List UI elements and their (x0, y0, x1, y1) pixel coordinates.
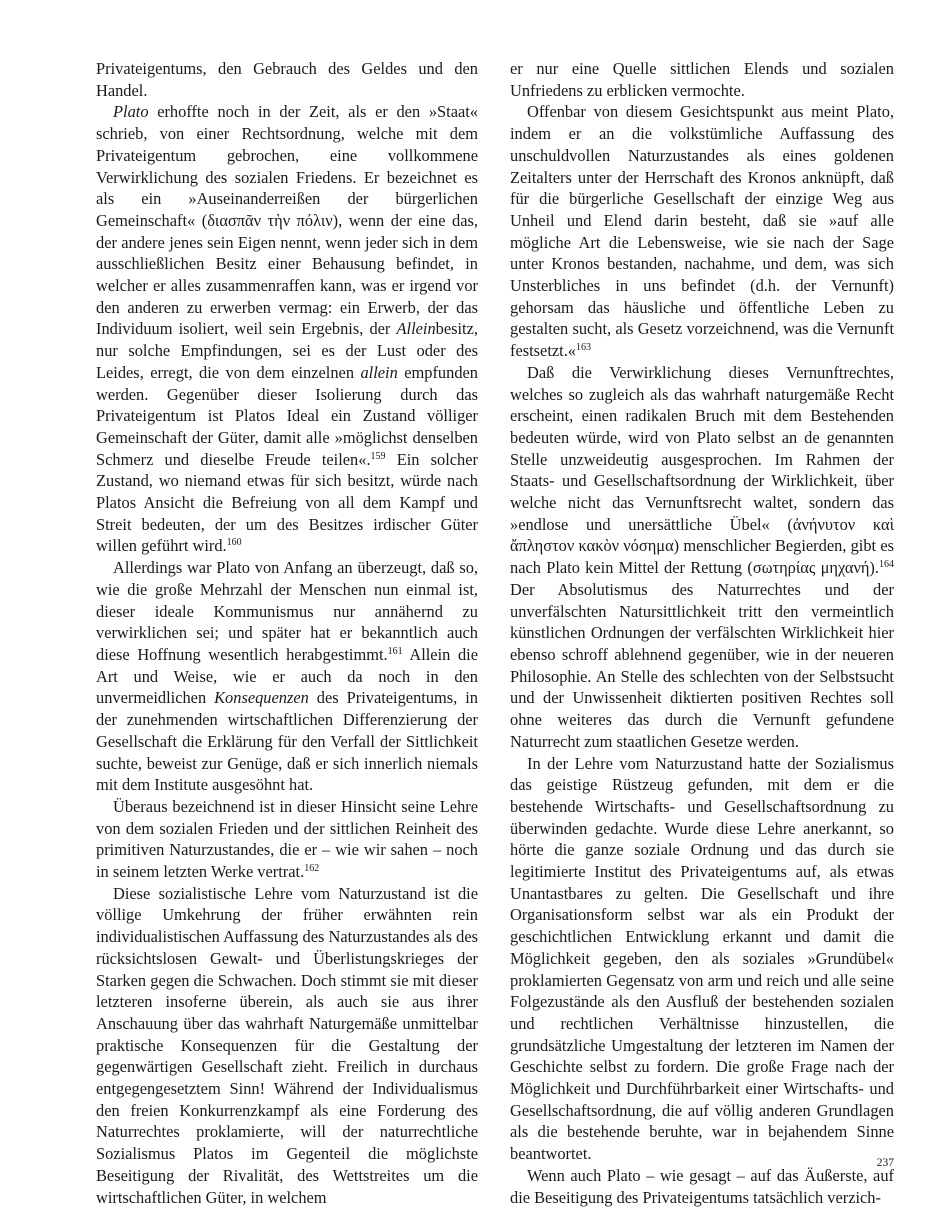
emphasis-text: Konsequenzen (214, 688, 309, 708)
left-column (96, 58, 478, 1208)
text-run: Allein die Art und Weise, wie er auch da noch in den unvermeidlichen (96, 644, 478, 708)
text-run: besitz, nur solche Empfindungen, sei es der Lust oder des Leides, erregt, die von dem einzelnen (96, 319, 478, 382)
paragraph (510, 1165, 894, 1208)
text-run: empfunden werden. Gegenüber dieser Isolierung durch das Privateigentum ist Platos Ideal ein Zustand völliger Gemeinschaft der Güter, damit alle »möglichst denselben Schmerz und dieselbe Freude teilen«. (96, 362, 478, 469)
paragraph (510, 362, 894, 753)
footnote-ref: 160 (226, 537, 242, 549)
footnote-ref: 161 (387, 645, 403, 657)
emphasis-text: Allein (396, 319, 436, 339)
paragraph (96, 796, 478, 883)
text-run: Der Absolutismus des Naturrechtes und der unverfälschten Natursittlichkeit tritt den vermeintlich künstlichen Ordnungen der verfälschten Wirklichkeit hier ebenso schroff ablehnend gegenüber, wie in der neueren Philosophie. An Stelle des schlechten von der Selbstsucht und der Unwissenheit diktierten positiven Rechtes soll ohne weiteres das durch die Vernunft gefundene Naturrecht zum staatlichen Gesetze werden. (510, 579, 894, 751)
paragraph (510, 58, 894, 101)
text-run: Allerdings war Plato von Anfang an überzeugt, daß so, wie die große Mehrzahl der Menschen nun einmal ist, dieser ideale Kommunismus nur annähernd zu verwirklichen sei; und später hat er bekanntlich auch diese Hoffnung wesentlich herabgestimmt. (96, 558, 478, 664)
text-run: In der Lehre vom Naturzustand hatte der Sozialismus das geistige Rüstzeug gefunden, mit dem er die bestehende Wirtschafts- und Gesellschaftsordnung zu überwinden gedachte. Wurde diese Lehre anerkannt, so hörte die ganze soziale Ordnung und das durch sie legitimierte Institut des Privateigentums auf, als etwas Unantastbares zu gelten. Die Gesellschaft und ihre Organisationsform selbst war als ein Produkt der geschichtlichen Entwicklung erkannt und damit die Möglichkeit gegeben, den als soziales »Grundübel« proklamierten Gegensatz von arm und reich und alle seine Folgezustände als den Ausfluß der bestehenden sozialen und rechtlichen Verhältnisse hinzustellen, die grundsätzliche Umgestaltung der letzteren im Namen der Geschichte selbst zu fordern. Die große Frage nach der Möglichkeit und Durchführbarkeit einer Wirtschafts- und Gesellschaftsordnung, die auf völlig anderen Grundlagen als die bestehende beruhte, war in bejahendem Sinne beantwortet. (510, 753, 894, 1164)
text-run: Überaus bezeichnend ist in dieser Hinsicht seine Lehre von dem sozialen Frieden und der sittlichen Reinheit des primitiven Naturzustandes, die er – wie wir sahen – noch in seinem letzten Werke vertrat. (96, 796, 478, 882)
right-column (510, 58, 894, 1208)
paragraph (96, 101, 478, 557)
page-number: 237 (876, 1157, 894, 1169)
paragraph (510, 101, 894, 361)
text-run: Offenbar von diesem Gesichtspunkt aus meint Plato, indem er an die volkstümliche Auffassung des unschuldvollen Naturzustandes als eines goldenen Zeitalters unter der Herrschaft des Kronos anknüpft, daß für die bürgerliche Gesellschaft der einzige Weg aus Unheil und Elend darin besteht, daß sie »auf alle mögliche Art die Lebensweise, wie sie nach der Sage unter Kronos bestanden, nachahme, und dem, was sich Unsterbliches in uns befindet (d.h. der Vernunft) gehorsam das häusliche und öffentliche Leben zu gestalten sucht, als Gesetz vorzeichnend, was die Vernunft festsetzt.« (510, 102, 894, 361)
emphasis-text: allein (360, 362, 398, 382)
text-run: Diese sozialistische Lehre vom Naturzustand ist die völlige Umkehrung der früher erwähnten rein individualistischen Auffassung des Naturzustandes als des rücksichtslosen Gewalt- und Überlistungskrieges der Starken gegen die Schwachen. Doch stimmt sie mit dieser letzteren insoferne überein, als auch sie aus ihrer Anschauung über das wahrhaft Naturgemäße unmittelbar praktische Konsequenzen für die Gestaltung der gegenwärtigen Gesellschaft zieht. Freilich in durchaus entgegengesetztem Sinn! Während der Individualismus den freien Konkurrenzkampf als eine Forderung des Naturrechtes proklamierte, will der naturrechtliche Sozialismus Platos im Gegenteil die möglichste Beseitigung der Rivalität, des Wettstreites um die wirtschaftlichen Güter, in welchem (96, 883, 478, 1207)
text-run: erhoffte noch in der Zeit, als er den »Staat« schrieb, von einer Rechtsordnung, welche mit dem Privateigentum gebrochen, eine vollkommene Verwirklichung des sozialen Friedens. Er bezeichnet es als ein »Auseinanderreißen der bürgerlichen Gemeinschaft« (διασπᾶν τὴν πόλιν), wenn der eine das, der andere jenes sein Eigen nennt, wenn jeder sich in dem ausschließlichen Besitz einer Behausung befindet, in welcher er alles zusammenraffen kann, was er irgend vor den anderen zu erwerben vermag: ein Erwerb, der das Individuum isoliert, weil sein Ergebnis, der (96, 102, 478, 339)
footnote-ref: 162 (304, 863, 320, 875)
text-run: Daß die Verwirklichung dieses Vernunftrechtes, welches so zugleich als das wahrhaft naturgemäße Recht erscheint, einen radikalen Bruch mit dem Bestehenden bedeuten würde, wird von Plato selbst an de genannten Stelle unzweideutig ausgesprochen. Im Rahmen der Staats- und Gesellschaftsordnung der Wirklichkeit, über welche nicht das Vernunftsrecht waltet, sondern das »endlose und unersättliche Übel« (ἀνήνυτον καὶ ἄπληστον κακὸν νόσημα) menschlicher Begierden, gibt es nach Plato kein Mittel der Rettung (σωτηρίας μηχανή). (510, 362, 894, 578)
paragraph (96, 58, 478, 101)
text-run: Wenn auch Plato – wie gesagt – auf das Äußerste, auf die Beseitigung des Privateigentums tatsächlich verzich- (510, 1165, 894, 1207)
footnote-ref: 164 (879, 559, 894, 571)
paragraph (96, 557, 478, 796)
text-run: des Privateigentums, in der zunehmenden wirtschaftlichen Differenzierung der Gesellschaft die Erklärung für den Verfall der Sittlichkeit suchte, beweist zur Genüge, daß er sich innerlich niemals mit dem Institute ausgesöhnt hat. (96, 688, 478, 795)
text-run: er nur eine Quelle sittlichen Elends und sozialen Unfriedens zu erblicken vermochte. (510, 59, 894, 100)
text-run: Privateigentums, den Gebrauch des Geldes und den Handel. (96, 59, 478, 100)
footnote-ref: 159 (370, 450, 386, 462)
footnote-ref: 163 (576, 342, 591, 354)
emphasis-text: Plato (113, 102, 149, 122)
paragraph (96, 883, 478, 1209)
text-run: Ein solcher Zustand, wo niemand etwas für sich besitzt, würde nach Platos Ansicht die Befreiung von all dem Kampf und Streit bedeuten, der um des Besitzes irdischer Güter willen geführt wird. (96, 449, 478, 556)
paragraph (510, 753, 894, 1165)
